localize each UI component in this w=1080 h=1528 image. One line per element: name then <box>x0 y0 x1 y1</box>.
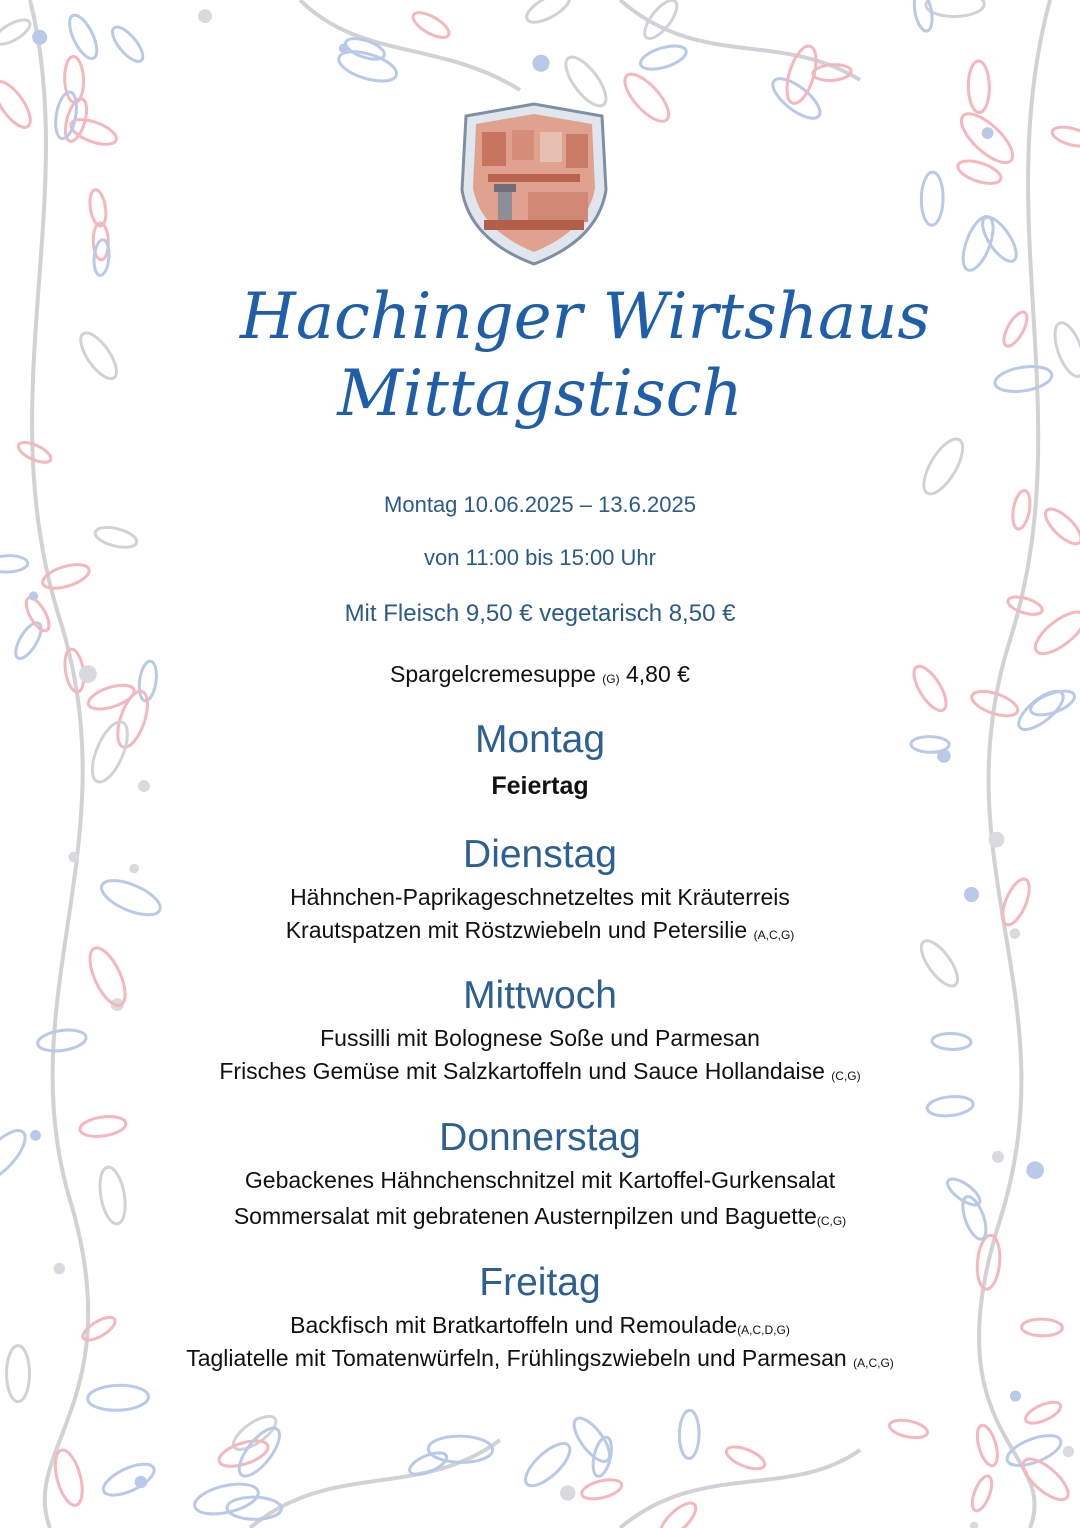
menu-heading: Mittagstisch <box>337 357 743 431</box>
dish-text: Krautspatzen mit Röstzwiebeln und Petersilie <box>285 917 754 943</box>
soup-allergens: (G) <box>602 672 620 686</box>
day-heading-monday: Montag <box>474 718 606 761</box>
dish-allergens: (C,G) <box>816 1214 847 1228</box>
dish-text: Backfisch mit Bratkartoffeln und Remoulade <box>290 1312 738 1338</box>
dish-tuesday-2 <box>0 917 1080 944</box>
restaurant-title: Hachinger Wirtshaus <box>240 280 931 354</box>
day-heading-thursday: Donnerstag <box>439 1116 641 1159</box>
soup-price: 4,80 € <box>626 661 690 687</box>
price-info: Mit Fleisch 9,50 € vegetarisch 8,50 € <box>344 600 736 627</box>
dish-friday-2 <box>0 1345 1080 1372</box>
dish-text: Gebackenes Hähnchenschnitzel mit Kartoffel-Gurkensalat <box>244 1167 836 1193</box>
dish-allergens: (A,C,D,G) <box>737 1323 790 1337</box>
dish-text: Frisches Gemüse mit Salzkartoffeln und Sauce Hollandaise <box>219 1058 832 1084</box>
dish-friday-1 <box>0 1312 1080 1339</box>
day-heading-wednesday: Mittwoch <box>463 974 617 1017</box>
soup-name: Spargelcremesuppe <box>390 661 596 687</box>
day-heading-tuesday: Dienstag <box>463 833 617 876</box>
dish-text: Fussilli mit Bolognese Soße und Parmesan <box>320 1025 760 1051</box>
date-range: Montag 10.06.2025 – 13.6.2025 <box>384 492 696 517</box>
dish-allergens: (A,C,G) <box>853 1356 894 1370</box>
dish-text: Feiertag <box>491 772 589 800</box>
dish-wednesday-2 <box>0 1058 1080 1085</box>
day-heading-friday: Freitag <box>479 1261 601 1304</box>
tavern-crest-icon <box>458 102 610 266</box>
soup-line <box>0 661 1080 688</box>
dish-thursday-2 <box>0 1203 1080 1230</box>
dish-thursday-1 <box>0 1167 1080 1194</box>
dish-monday-1 <box>0 772 1080 801</box>
dish-text: Hähnchen-Paprikageschnetzeltes mit Kräuterreis <box>290 884 790 910</box>
dish-text: Tagliatelle mit Tomatenwürfeln, Frühlingszwiebeln und Parmesan <box>186 1345 854 1371</box>
dish-allergens: (C,G) <box>831 1069 861 1083</box>
dish-wednesday-1 <box>0 1025 1080 1052</box>
opening-hours: von 11:00 bis 15:00 Uhr <box>424 545 656 570</box>
dish-tuesday-1 <box>0 884 1080 911</box>
dish-text: Sommersalat mit gebratenen Austernpilzen und Baguette <box>233 1203 817 1229</box>
dish-allergens: (A,C,G) <box>753 928 795 942</box>
